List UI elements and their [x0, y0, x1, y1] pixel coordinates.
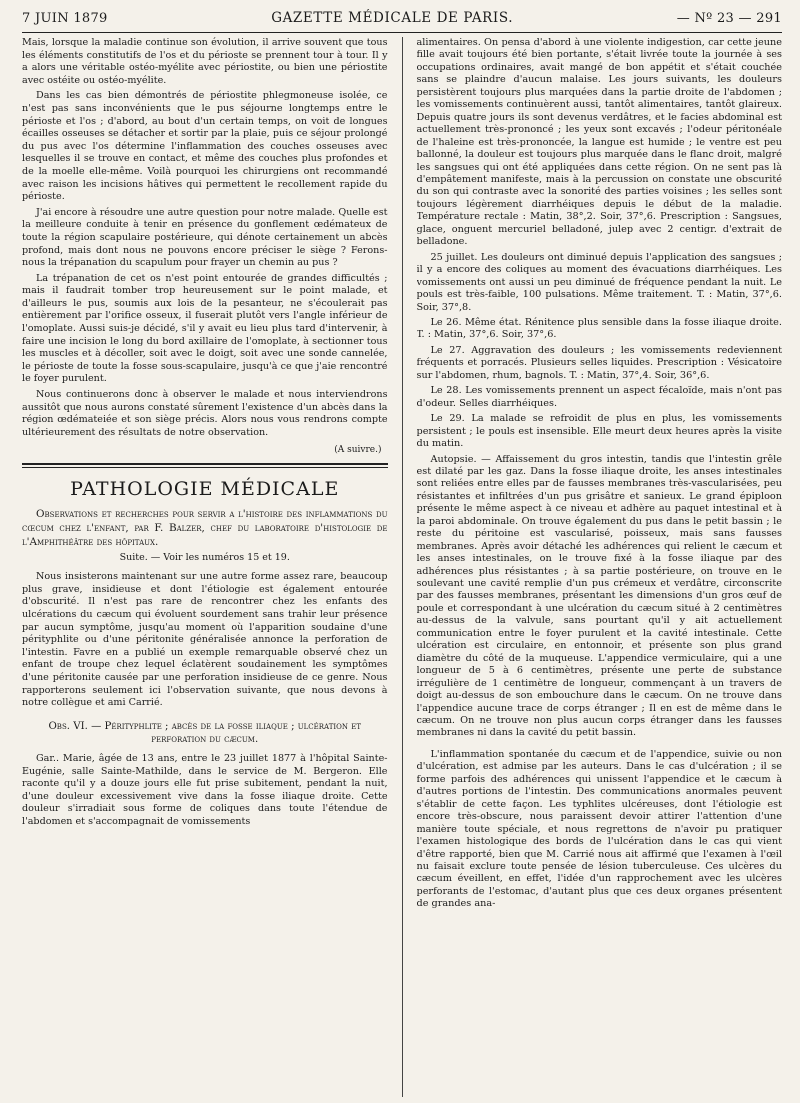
- paragraph: Mais, lorsque la maladie continue son évolution, il arrive souvent que tous les éléments constitutifs de l'os et du périoste se prennent tour à tour. Il y a alors une véritable ostéo-myélite avec périostite, ou bien une périostite avec ostéite ou ostéo-myélite.: [22, 37, 388, 86]
- header-title: GAZETTE MÉDICALE DE PARIS.: [271, 10, 514, 26]
- header-rule: [22, 32, 782, 33]
- paragraph: 25 juillet. Les douleurs ont diminué depuis l'application des sangsues ; il y a encore des coliques au moment des évacuations diarrhéiques. Les vomissements ont aussi un peu diminué de fréquence pendant la nuit. Le pouls est très-faible, 100 pulsations. Même traitement. T. : Matin, 37°,6. Soir, 37°,8.: [416, 251, 782, 313]
- section-title: PATHOLOGIE MÉDICALE: [70, 478, 340, 501]
- paragraph: La trépanation de cet os n'est point entourée de grandes difficultés ; mais il faudrait tomber trop heureusement sur le point malade, et d'ailleurs le pus, soumis aux lois de la pesanteur, ne s'écoulerait pas entièrement par l'orifice osseux, il fuserait plutôt vers l'angle inférieur de l'omoplate. Aussi suis-je décidé, s'il y avait eu lieu plus tard d'intervenir, à faire une incision le long du bord axillaire de l'omoplate, à sectionner tous les muscles et à décoller, soit avec le doigt, soit avec une sonde cannelée, le périoste de toute la fosse sous-scapulaire, jusqu'à ce que j'aie rencontré le foyer purulent.: [22, 272, 388, 385]
- paragraph: Le 26. Même état. Rénitence plus sensible dans la fosse iliaque droite. T. : Matin, 37°,6. Soir, 37°,6.: [416, 316, 782, 341]
- observation-title: Obs. VI. — Pérityphlite ; abcès de la fosse iliaque ; ulcération et perforation du cæcum.: [48, 720, 362, 746]
- paragraph: Le 29. La malade se refroidit de plus en plus, les vomissements persistent ; le pouls est insensible. Elle meurt deux heures après la visite du matin.: [416, 413, 782, 450]
- paragraph: Gar.. Marie, âgée de 13 ans, entre le 23 juillet 1877 à l'hôpital Sainte-Eugénie, salle Sainte-Mathilde, dans le service de M. Bergeron. Elle raconte qu'il y a douze jours elle fut prise subitement, pendant la nuit, d'une douleur excessivement vive dans la fosse iliaque droite. Cette douleur s'irradiait sous forme de coliques dans toute l'étendue de l'abdomen et s'accompagnait de vomissements: [22, 752, 388, 827]
- column-divider: [402, 37, 403, 1097]
- paragraph: Nous continuerons donc à observer le malade et nous interviendrons aussitôt que nous aurons constaté sûrement l'existence d'un abcès dans la région œdémateiée et son siège précis. Alors nous vous rendrons compte ultérieurement des résultats de notre observation.: [22, 389, 388, 438]
- suite-note: Suite. — Voir les numéros 15 et 19.: [119, 552, 290, 564]
- header-number: — Nº 23 — 291: [676, 11, 782, 26]
- right-column: [417, 37, 783, 1097]
- paragraph: J'ai encore à résoudre une autre question pour notre malade. Quelle est la meilleure conduite à tenir en présence du gonflement œdémateux de toute la région scapulaire postérieure, qui dénote certainement un abcès profond, mais dont nous ne pouvons encore préciser le siège ? Ferons-nous la trépanation du scapulum pour frayer un chemin au pus ?: [22, 206, 388, 269]
- paragraph: Dans les cas bien démontrés de périostite phlegmoneuse isolée, ce n'est pas sans inconvénients que le pus séjourne longtemps entre le périoste et l'os ; d'abord, au bout d'un certain temps, on voit de longues écailles osseuses se détacher et sortir par la plaie, puis ce séjour prolongé du pus avec l'os détermine l'inflammation des couches osseuses avec lesquelles il se trouve en contact, et même des couches plus profondes et de la moelle elle-même. Voilà pourquoi les chirurgiens ont recommandé avec raison les incisions hâtives qui permettent le recollement rapide du périoste.: [22, 90, 388, 203]
- paragraph: alimentaires. On pensa d'abord à une violente indigestion, car cette jeune fille avait toujours été bien portante, s'était livrée toute la journée à ses occupations ordinaires, avait mangé de bon appétit et s'était couchée sans se plaindre d'aucun malaise. Les jours suivants, les douleurs persistèrent toujours plus marquées dans la partie droite de l'abdomen ; les vomissements continuèrent aussi, tantôt alimentaires, tantôt glaireux. Depuis quatre jours ils sont devenus verdâtres, et le facies abdominal est actuellement très-prononcé ; les yeux sont excavés ; l'odeur péritonéale de l'haleine est très-prononcée, la langue est humide ; le ventre est peu ballonné, la douleur est toujours plus marquée dans le flanc droit, malgré les sangsues qui ont été appliquées dans cette région. On ne sent pas là d'empâtement manifeste, mais à la percussion on constate une obscurité du son qui contraste avec la sonorité des parties voisines ; les selles sont toujours légèrement diarrhéiques depuis le début de la maladie. Température rectale : Matin, 38°,2. Soir, 37°,6. Prescription : Sangsues, glace, onguent mercuriel belladoné, julep avec 2 centigr. d'extrait de belladone.: [416, 37, 782, 248]
- paragraph: L'inflammation spontanée du cæcum et de l'appendice, suivie ou non d'ulcération, est admise par les auteurs. Dans le cas d'ulcération ; il se forme parfois des adhérences qui unissent l'appendice et le cæcum à d'autres portions de l'intestin. Des communications anormales peuvent s'établir de cette façon. Les typhlites ulcéreuses, dont l'étiologie est encore très-obscure, nous paraissent devoir attirer l'attention d'une manière toute spéciale, et nous regrettons de n'avoir pu pratiquer l'examen histologique des bords de l'ulcération dans le cas qui vient d'être rapporté, bien que M. Carrié nous ait affirmé que l'examen à l'œil nu faisait exclure toute pensée de lésion tuberculeuse. Ces ulcères du cæcum éveillent, en effet, l'idée d'un rapprochement avec les ulcères perforants de l'estomac, d'autant plus que ces deux organes présentent de grandes ana-: [416, 748, 782, 910]
- signoff: (A suivre.): [334, 445, 382, 456]
- paragraph: Le 27. Aggravation des douleurs ; les vomissements redeviennent fréquents et porracés. Plusieurs selles liquides. Prescription : Vésicatoire sur l'abdomen, rhum, bagnols. T. : Matin, 37°,4. Soir, 36°,6.: [416, 344, 782, 381]
- paragraph: Autopsie. — Affaissement du gros intestin, tandis que l'intestin grêle est dilaté par les gaz. Dans la fosse iliaque droite, les anses intestinales sont reliées entre elles par de fausses membranes très-vascularisées, peu résistantes et infiltrées d'un pus grisâtre et sanieux. Le grand épiploon présente le même aspect à ce niveau et adhère au paquet intestinal et à la paroi abdominale. On trouve également du pus dans le petit bassin ; le reste du péritoine est vascularisé, poisseux, mais sans fausses membranes. Après avoir détaché les adhérences qui relient le cæcum et les anses intestinales, on le trouve fixé à la fosse iliaque par des adhérences plus résistantes ; à sa partie postérieure, on trouve en le soulevant une cavité remplie d'un pus crémeux et verdâtre, circonscrite par des fausses membranes, présentant les dimensions d'un gros œuf de poule et correspondant à une ulcération du cæcum situé à 2 centimètres au-dessus de la valvule, sans pourtant qu'il y ait actuellement communication entre le foyer purulent et la cavité intestinale. Cette ulcération est circulaire, en entonnoir, et présente son plus grand diamètre du côté de la muqueuse. L'appendice vermiculaire, qui a une longueur de 5 à 6 centimètres, présente une perte de substance irrégulière de 1 centimètre de longueur, commençant à un travers de doigt au-dessus de son embouchure dans le cæcum. On ne trouve dans l'appendice aucune trace de corps étranger ; Il en est de même dans le cæcum. On ne trouve non plus aucun corps étranger dans les fausses membranes ni dans la cavité du petit bassin.: [416, 453, 782, 739]
- paragraph: Le 28. Les vomissements prennent un aspect fécaloïde, mais n'ont pas d'odeur. Selles diarrhéiques.: [416, 385, 782, 409]
- page-header: [22, 10, 782, 30]
- header-date: 7 JUIN 1879: [22, 11, 108, 26]
- left-column: [22, 37, 388, 1097]
- section-divider: [22, 463, 388, 468]
- article-title: Observations et recherches pour servir a l'histoire des inflammations du cœcum chez l'enfant, par F. Balzer, chef du laboratoire d'histologie de l'Amphithéâtre des hôpitaux.: [22, 508, 388, 548]
- two-column-body: [22, 37, 782, 1097]
- paragraph: Nous insisterons maintenant sur une autre forme assez rare, beaucoup plus grave, insidieuse et dont l'étiologie est également entourée d'obscurité. Il n'est pas rare de rencontrer chez les enfants des ulcérations du cæcum qui évoluent sourdement sans trahir leur présence par aucun symptôme, jusqu'au moment où l'apparition soudaine d'une pérityphlite ou d'une péritonite généralisée annonce la perforation de l'intestin. Favre en a publié un exemple remarquable observé chez un enfant de troupe chez lequel éclatèrent soudainement les symptômes d'une péritonite causée par une perforation insidieuse de ce genre. Nous rapporterons seulement ici l'observation suivante, que nous devons à notre collègue et ami Carrié.: [22, 571, 388, 709]
